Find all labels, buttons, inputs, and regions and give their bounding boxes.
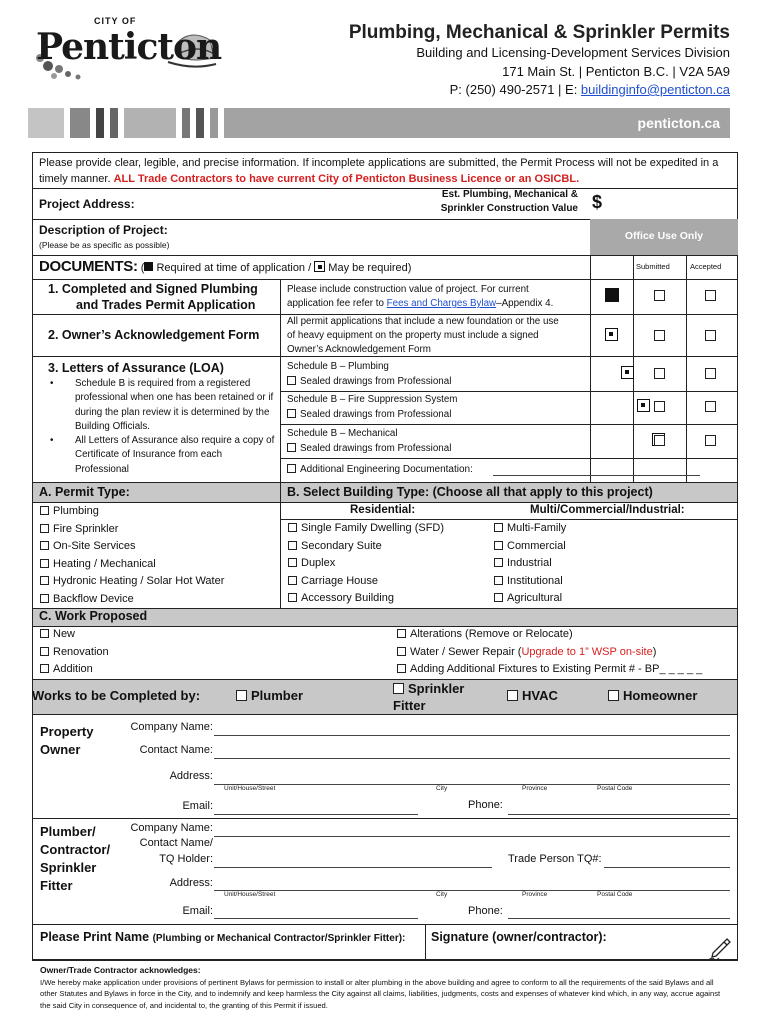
permit-backflow-label: Backflow Device xyxy=(53,592,134,605)
item2-submitted-checkbox[interactable] xyxy=(654,330,665,341)
work-addition-label: Addition xyxy=(53,663,93,675)
sched-fire xyxy=(287,392,457,422)
item2-desc-line3: Owner’s Acknowledgement Form xyxy=(287,344,431,355)
work-proposed-heading: C. Work Proposed xyxy=(39,609,148,623)
work-renovation-label: Renovation xyxy=(53,645,109,658)
work-water-end: ) xyxy=(652,645,657,658)
multi-agricultural-checkbox[interactable] xyxy=(494,593,503,602)
office-use-label: Office Use Only xyxy=(624,230,704,242)
work-alterations-label: Alterations (Remove or Relocate) xyxy=(410,628,573,640)
sched-plumbing-submitted-checkbox[interactable] xyxy=(654,368,665,379)
item1-required-icon xyxy=(605,288,619,302)
est-value-label-1: Est. Plumbing, Mechanical & xyxy=(441,189,578,200)
permit-heating-label: Heating / Mechanical xyxy=(53,557,156,570)
work-water-sewer[interactable] xyxy=(397,644,702,662)
contractor-company-field[interactable] xyxy=(214,836,730,837)
acknowledge-heading: Owner/Trade Contractor acknowledges: xyxy=(40,965,201,975)
res-carriage[interactable] xyxy=(288,573,444,591)
sealed-fire-label: Sealed drawings from Professional xyxy=(300,409,452,420)
item3-bullet1: Schedule B is required from a registered professional when one has been retained or if during the plan review it is determined by the Building Officials. xyxy=(75,378,274,432)
additional-eng-checkbox[interactable] xyxy=(287,464,296,473)
required-legend-icon xyxy=(144,262,153,271)
signature-field[interactable] xyxy=(431,944,701,960)
item1-desc-line1: Please include construction value of project. For current xyxy=(287,284,529,295)
contractor-tq-label: Trade Person TQ#: xyxy=(508,853,602,865)
website-label: penticton.ca xyxy=(637,115,720,131)
contractor-company-label: Company Name: xyxy=(130,822,213,834)
documents-heading: DOCUMENTS: xyxy=(39,258,138,275)
hvac-label: HVAC xyxy=(522,688,558,703)
res-sfd[interactable] xyxy=(288,520,444,538)
res-accessory[interactable] xyxy=(288,590,444,608)
sprinkler-label-1: Sprinkler xyxy=(408,681,465,696)
work-alterations[interactable] xyxy=(397,626,702,644)
work-new-label: New xyxy=(53,628,76,640)
sched-mech xyxy=(287,426,451,456)
owner-contact-label: Contact Name: xyxy=(139,744,213,756)
sprinkler-label-2: Fitter xyxy=(393,698,426,713)
additional-eng-field[interactable] xyxy=(493,475,700,476)
legend-may: May be required) xyxy=(328,262,412,274)
multi-agricultural[interactable] xyxy=(494,590,566,608)
sched-plumbing-label: Schedule B – Plumbing xyxy=(287,361,389,372)
multi-agricultural-label: Agricultural xyxy=(507,592,563,604)
print-name-label: Please Print Name xyxy=(40,930,153,944)
intro-warning: ALL Trade Contractors to have current City of Penticton Business Licence or an OSICBL. xyxy=(113,173,580,185)
print-name-field[interactable] xyxy=(40,944,420,960)
residential-list xyxy=(288,520,444,608)
email-link[interactable]: buildinginfo@penticton.ca xyxy=(580,82,730,97)
logo-city-of: CITY OF xyxy=(94,16,137,26)
multi-family-label: Multi-Family xyxy=(507,522,567,534)
office-address: 171 Main St. | Penticton B.C. | V2A 5A9 xyxy=(502,64,730,79)
multi-institutional-checkbox[interactable] xyxy=(494,576,503,585)
sched-plumbing-accepted-checkbox[interactable] xyxy=(705,368,716,379)
item1-accepted-checkbox[interactable] xyxy=(705,290,716,301)
plumber-label: Plumber xyxy=(251,688,304,703)
item2-desc-line2: of heavy equipment on the property must include a signed xyxy=(287,330,539,341)
work-addition[interactable] xyxy=(40,661,109,679)
contractor-email-label: Email: xyxy=(182,905,213,917)
homeowner-checkbox[interactable] xyxy=(608,690,619,701)
sealed-mech-label: Sealed drawings from Professional xyxy=(300,443,452,454)
col-accepted: Accepted xyxy=(690,262,722,271)
owner-label-2: Owner xyxy=(40,742,81,757)
signature-label: Signature (owner/contractor): xyxy=(431,930,607,944)
res-duplex-checkbox[interactable] xyxy=(288,558,297,567)
sealed-mech-checkbox[interactable] xyxy=(287,443,296,452)
contractor-section-label xyxy=(40,823,110,895)
sealed-plumbing-checkbox[interactable] xyxy=(287,376,296,385)
contractor-phone-label: Phone: xyxy=(468,905,503,917)
permit-hydronic-label: Hydronic Heating / Solar Hot Water xyxy=(53,575,225,587)
item2-title: 2. Owner’s Acknowledgement Form xyxy=(48,328,260,342)
work-renovation[interactable] xyxy=(40,644,109,662)
permit-onsite[interactable] xyxy=(40,538,224,556)
works-by-label: Works to be Completed by: xyxy=(32,688,201,703)
sprinkler-checkbox[interactable] xyxy=(393,683,404,694)
owner-email-field[interactable] xyxy=(214,814,418,815)
work-water-label: Water / Sewer Repair ( xyxy=(410,645,522,658)
work-addition-checkbox[interactable] xyxy=(40,664,49,673)
res-suite-label: Secondary Suite xyxy=(301,539,382,552)
owner-address-label: Address: xyxy=(169,770,213,782)
contractor-contact-label-2: TQ Holder: xyxy=(159,853,213,865)
acknowledge-section xyxy=(40,965,732,1011)
item2-desc xyxy=(287,315,559,357)
owner-section-label xyxy=(40,723,93,759)
header-banner xyxy=(28,108,730,138)
intro-body: Please provide clear, legible, and precise information. If incomplete applications are submitted, the Permit Process will not be expedited in a timely manner. xyxy=(39,157,719,185)
multi-commercial[interactable] xyxy=(494,538,566,556)
description-label: Description of Project: xyxy=(39,223,168,237)
res-sfd-label: Single Family Dwelling (SFD) xyxy=(301,522,445,534)
works-by-sprinkler[interactable] xyxy=(393,680,464,714)
sched-fire-may-icon xyxy=(637,399,650,412)
res-suite-checkbox[interactable] xyxy=(288,541,297,550)
phone-text: P: (250) 490-2571 | E: xyxy=(449,82,581,97)
multi-industrial[interactable] xyxy=(494,555,566,573)
works-by-plumber[interactable] xyxy=(236,688,303,703)
division-name: Building and Licensing-Development Services Division xyxy=(416,45,730,60)
documents-heading-row: DOCUMENTS: ( Required at time of application / May be required) xyxy=(39,258,412,275)
owner-phone-label: Phone: xyxy=(468,799,503,811)
city-logo xyxy=(28,14,222,80)
item1-title-1: 1. Completed and Signed Plumbing xyxy=(48,282,258,296)
permit-heating-checkbox[interactable] xyxy=(40,559,49,568)
homeowner-label: Homeowner xyxy=(623,688,698,703)
contractor-label-4: Fitter xyxy=(40,878,73,893)
contractor-contact-field[interactable] xyxy=(214,867,492,868)
acknowledge-text: I/We hereby make application under provisions of pertinent Bylaws for permission to install or alter plumbing in the above building and agree to conform to all the requirements of the said Bylaws and all other Statutes and Bylaws in force in the City, and to indemnify and keep harmless the City against all claims, liabilities, judgments, costs and expenses of whatever kind which, in any way, accrue against the said City in consequence of, and incidental to, the granting of this Permit if issued. xyxy=(40,977,721,1010)
contact-line xyxy=(450,82,730,97)
permit-fire-sprinkler[interactable] xyxy=(40,521,224,539)
multi-industrial-checkbox[interactable] xyxy=(494,558,503,567)
item1-desc xyxy=(287,283,553,311)
work-water-upgrade: Upgrade to 1” WSP on-site xyxy=(521,645,653,658)
additional-eng-label: Additional Engineering Documentation: xyxy=(300,464,473,475)
owner-province-caption: Province xyxy=(522,785,548,792)
multi-list xyxy=(494,520,566,608)
project-address-field[interactable] xyxy=(145,192,425,214)
res-carriage-checkbox[interactable] xyxy=(288,576,297,585)
may-legend-icon xyxy=(314,261,325,272)
work-renovation-checkbox[interactable] xyxy=(40,647,49,656)
work-fixtures-label: Adding Additional Fixtures to Existing Permit # - BP_ _ _ _ _ xyxy=(410,663,703,675)
permit-type-heading: A. Permit Type: xyxy=(39,485,130,499)
permit-fire-label: Fire Sprinkler xyxy=(53,522,119,535)
res-carriage-label: Carriage House xyxy=(301,574,379,587)
owner-company-field[interactable] xyxy=(214,735,730,736)
sched-fire-label: Schedule B – Fire Suppression System xyxy=(287,394,458,405)
work-new-checkbox[interactable] xyxy=(40,629,49,638)
owner-city-caption: City xyxy=(436,785,448,792)
works-by-homeowner[interactable] xyxy=(608,688,697,703)
multi-institutional-label: Institutional xyxy=(507,574,563,587)
contractor-tq-field[interactable] xyxy=(604,867,730,868)
contractor-address-field[interactable] xyxy=(214,890,730,891)
form-title: Plumbing, Mechanical & Sprinkler Permits xyxy=(348,22,730,43)
sched-fire-accepted-checkbox[interactable] xyxy=(705,401,716,412)
description-hint: (Please be as specific as possible) xyxy=(39,240,170,250)
permit-backflow[interactable] xyxy=(40,591,224,609)
contractor-label-1: Plumber/ xyxy=(40,824,96,839)
res-sfd-checkbox[interactable] xyxy=(288,523,297,532)
contractor-label-2: Contractor/ xyxy=(40,842,111,857)
sched-plumbing-may-icon xyxy=(621,366,634,379)
item2-desc-line1: All permit applications that include a new foundation or the use xyxy=(287,316,559,327)
multi-family-checkbox[interactable] xyxy=(494,523,503,532)
permit-plumbing-checkbox[interactable] xyxy=(40,506,49,515)
res-accessory-checkbox[interactable] xyxy=(288,593,297,602)
permit-fire-checkbox[interactable] xyxy=(40,524,49,533)
work-new[interactable] xyxy=(40,626,109,644)
contractor-province-caption: Province xyxy=(522,891,548,898)
work-water-checkbox[interactable] xyxy=(397,647,406,656)
res-suite[interactable] xyxy=(288,538,444,556)
building-type-heading: B. Select Building Type: (Choose all that apply to this project) xyxy=(287,485,653,499)
intro-text xyxy=(39,155,733,187)
contractor-phone-field[interactable] xyxy=(508,918,730,919)
multi-industrial-label: Industrial xyxy=(507,557,552,569)
description-field[interactable] xyxy=(185,221,585,253)
item1-desc-end: –Appendix 4. xyxy=(496,298,554,309)
item3-title: 3. Letters of Assurance (LOA) xyxy=(48,361,224,375)
permit-backflow-checkbox[interactable] xyxy=(40,594,49,603)
res-accessory-label: Accessory Building xyxy=(301,592,394,604)
permit-onsite-label: On-Site Services xyxy=(53,540,136,552)
logo-penticton: Penticton xyxy=(36,26,222,68)
sealed-plumbing-label: Sealed drawings from Professional xyxy=(300,376,452,387)
contractor-postal-caption: Postal Code xyxy=(597,891,633,898)
hvac-checkbox[interactable] xyxy=(507,690,518,701)
sched-plumbing xyxy=(287,359,451,389)
contractor-address-label: Address: xyxy=(169,877,213,889)
est-value-field[interactable] xyxy=(606,192,732,216)
contractor-city-caption: City xyxy=(436,891,448,898)
item1-submitted-checkbox[interactable] xyxy=(654,290,665,301)
multi-institutional[interactable] xyxy=(494,573,566,591)
sched-mech-label: Schedule B – Mechanical xyxy=(287,428,398,439)
residential-heading: Residential: xyxy=(350,504,416,516)
plumber-checkbox[interactable] xyxy=(236,690,247,701)
sealed-fire-checkbox[interactable] xyxy=(287,409,296,418)
permit-type-list xyxy=(40,503,224,608)
additional-eng-row xyxy=(287,464,473,475)
permit-hydronic-checkbox[interactable] xyxy=(40,576,49,585)
sched-fire-submitted-checkbox[interactable] xyxy=(654,401,665,412)
owner-address-field[interactable] xyxy=(214,784,730,785)
res-duplex[interactable] xyxy=(288,555,444,573)
item3-bullet2: All Letters of Assurance also require a copy of Certificate of Insurance from each Professional xyxy=(75,435,275,475)
contractor-label-3: Sprinkler xyxy=(40,860,97,875)
work-alterations-checkbox[interactable] xyxy=(397,629,406,638)
permit-hydronic[interactable] xyxy=(40,573,224,591)
item1-title-2: and Trades Permit Application xyxy=(76,298,256,312)
project-address-label: Project Address: xyxy=(39,197,135,211)
work-fixtures-checkbox[interactable] xyxy=(397,664,406,673)
fees-bylaw-link[interactable]: Fees and Charges Bylaw xyxy=(386,298,497,309)
item3-bullets: • Schedule B is required from a registered professional when one has been retained or if during the plan review it is determined by the Building Officials. • All Letters of Assurance also require a copy of Certificate of Insurance from each Professional xyxy=(50,377,278,477)
contractor-email-field[interactable] xyxy=(214,918,418,919)
owner-company-label: Company Name: xyxy=(130,721,213,733)
res-duplex-label: Duplex xyxy=(301,557,336,569)
works-by-hvac[interactable] xyxy=(507,688,558,703)
multi-heading: Multi/Commercial/Industrial: xyxy=(530,504,685,516)
multi-family[interactable] xyxy=(494,520,566,538)
contractor-unit-caption: Unit/House/Street xyxy=(224,891,276,898)
legend-required: Required at time of application / xyxy=(156,262,312,274)
multi-commercial-checkbox[interactable] xyxy=(494,541,503,550)
item2-accepted-checkbox[interactable] xyxy=(705,330,716,341)
pen-icon xyxy=(706,936,732,962)
currency-symbol: $ xyxy=(592,192,603,212)
sched-mech-accepted-checkbox[interactable] xyxy=(705,435,716,446)
print-name-sub: (Plumbing or Mechanical Contractor/Sprinkler Fitter): xyxy=(152,933,406,944)
contractor-contact-label-1: Contact Name/ xyxy=(139,837,213,849)
owner-unit-caption: Unit/House/Street xyxy=(224,785,276,792)
permit-plumbing[interactable] xyxy=(40,503,224,521)
work-additional-fixtures[interactable] xyxy=(397,661,702,679)
sched-mech-submitted-checkbox[interactable] xyxy=(654,435,665,446)
owner-label-1: Property xyxy=(40,724,94,739)
item2-may-icon xyxy=(605,328,618,341)
work-right-list xyxy=(397,626,702,679)
print-name-row xyxy=(40,930,405,944)
work-left-list xyxy=(40,626,109,679)
permit-plumbing-label: Plumbing xyxy=(53,505,99,517)
owner-email-label: Email: xyxy=(182,800,213,812)
office-use-header xyxy=(590,219,738,255)
owner-phone-field[interactable] xyxy=(508,814,730,815)
permit-onsite-checkbox[interactable] xyxy=(40,541,49,550)
est-value-label-2: Sprinkler Construction Value xyxy=(440,203,578,214)
col-submitted: Submitted xyxy=(636,262,670,271)
owner-contact-field[interactable] xyxy=(214,758,730,759)
permit-heating[interactable] xyxy=(40,556,224,574)
item1-desc-line2: application fee refer to xyxy=(287,298,387,309)
multi-commercial-label: Commercial xyxy=(507,539,566,552)
owner-postal-caption: Postal Code xyxy=(597,785,633,792)
